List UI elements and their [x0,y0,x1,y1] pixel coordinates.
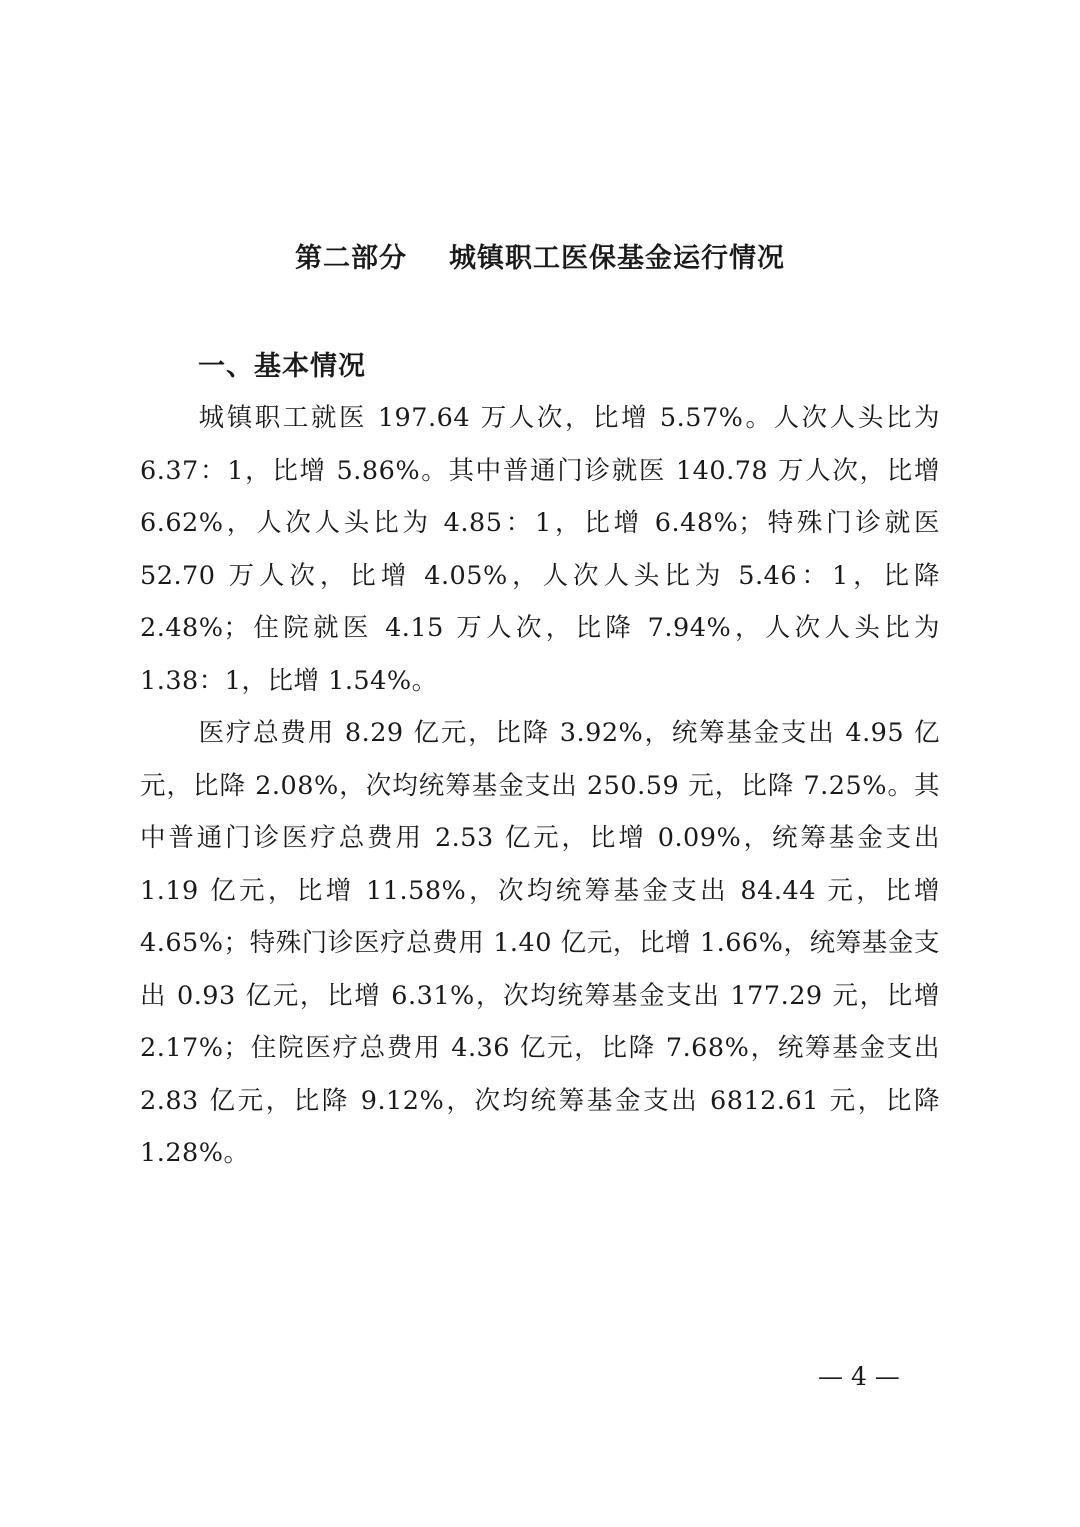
paragraph-expenses: 医疗总费用 8.29 亿元，比降 3.92%，统筹基金支出 4.95 亿元，比降 2.08%，次均统筹基金支出 250.59 元，比降 7.25%。其中普通门诊医疗总费用 2.53 亿元，比增 0.09%，统筹基金支出 1.19 亿元，比增 11.58%，次均统筹基金支出 84.44 元，比增 4.65%；特殊门诊医疗总费用 1.40 亿元，比增 1.66%，统筹基金支出 0.93 亿元，比增 6.31%，次均统筹基金支出 177.29 元，比增 2.17%；住院医疗总费用 4.36 亿元，比降 7.68%，统筹基金支出 2.83 亿元，比降 9.12%，次均统筹基金支出 6812.61 元，比降 1.28%。 [140,718,940,1168]
part-label: 第二部分 [295,243,407,274]
body-text [140,392,940,1180]
page-number: — 4 — [818,1362,900,1391]
part-name: 城镇职工医保基金运行情况 [449,243,785,274]
paragraph-visits: 城镇职工就医 197.64 万人次，比增 5.57%。人次人头比为 6.37：1，比增 5.86%。其中普通门诊就医 140.78 万人次，比增 6.62%，人次人头比为 4.85：1，比增 6.48%；特殊门诊就医 52.70 万人次，比增 4.05%，人次人头比为 5.46：1，比降 2.48%；住院就医 4.15 万人次，比降 7.94%，人次人头比为 1.38：1，比增 1.54%。 [140,403,940,696]
section-heading: 一、基本情况 [198,351,366,382]
page-title [0,236,1080,275]
